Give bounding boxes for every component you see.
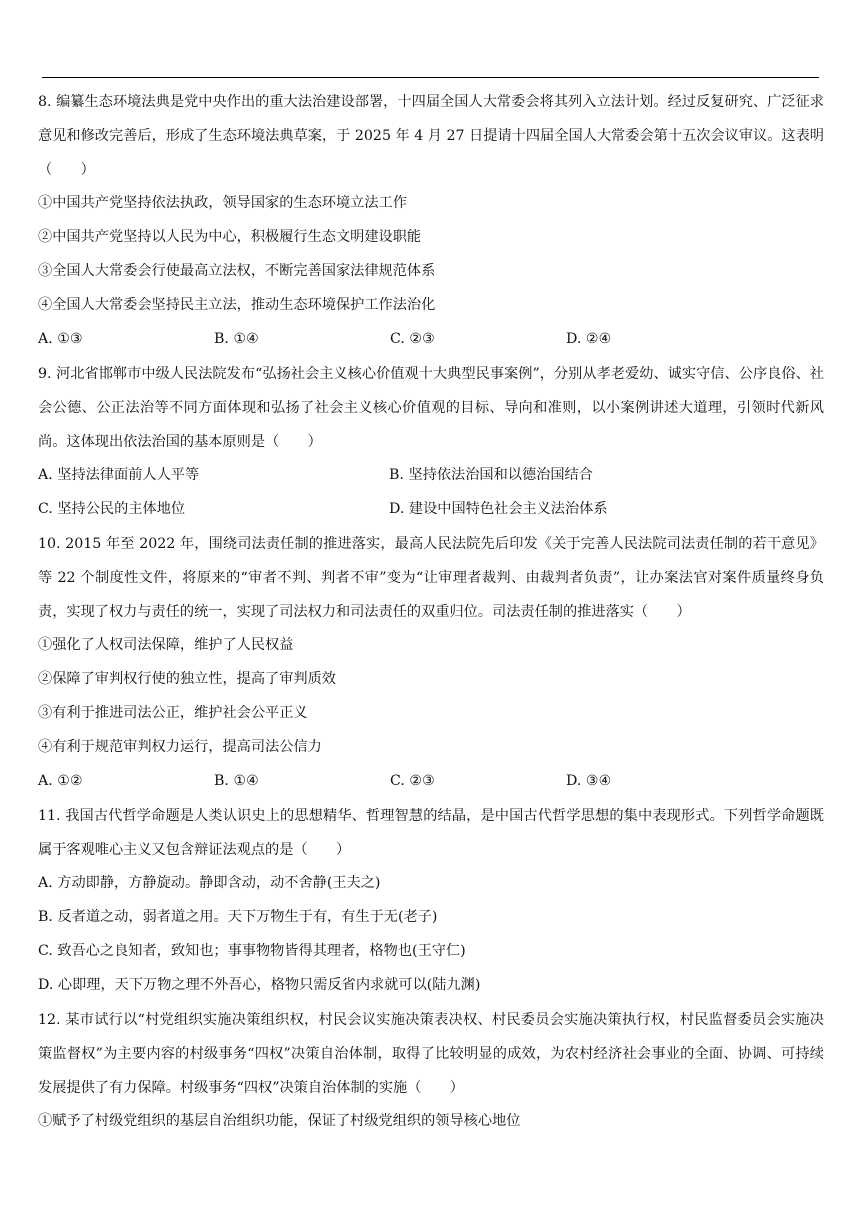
option-d: D. ②④: [566, 331, 612, 347]
answer-options: [38, 493, 824, 527]
question-12: [38, 1003, 824, 1139]
option-b: B. ①④: [214, 331, 259, 347]
question-9: [38, 357, 824, 527]
statement-item: ③有利于推进司法公正，维护社会公平正义: [38, 705, 308, 721]
question-8: [38, 85, 824, 357]
option-c: C. 坚持公民的主体地位: [38, 501, 186, 517]
option-d: D. 心即理，天下万物之理不外吾心，格物只需反省内求就可以(陆九渊): [38, 977, 481, 993]
question-10: [38, 527, 824, 799]
statement-item: ①强化了人权司法保障，维护了人民权益: [38, 637, 294, 653]
option-d: D. ③④: [566, 773, 612, 789]
question-stem: 10. 2015 年至 2022 年，围绕司法责任制的推进落实，最高人民法院先后印发《关于完善人民法院司法责任制的若干意见》等 22 个制度性文件，将原来的“审者不判、判者不审”变为“让审理者裁判、由裁判者负责”，让办案法官对案件质量终身负责，实现了权力与责任的统一，实现了司法权力和司法责任的双重归位。司法责任制的推进落实（ ）: [38, 536, 824, 620]
question-stem: 11. 我国古代哲学命题是人类认识史上的思想精华、哲理智慧的结晶，是中国古代哲学思想的集中表现形式。下列哲学命题既属于客观唯心主义又包含辩证法观点的是（ ）: [38, 808, 824, 858]
question-stem: 9. 河北省邯郸市中级人民法院发布“弘扬社会主义核心价值观十大典型民事案例”，分别从孝老爱幼、诚实守信、公序良俗、社会公德、公正法治等不同方面体现和弘扬了社会主义核心价值观的目标、导向和准则，以小案例讲述大道理，引领时代新风尚。这体现出依法治国的基本原则是（ ）: [38, 366, 824, 450]
option-a: A. 坚持法律面前人人平等: [38, 467, 200, 483]
answer-options: [38, 323, 824, 357]
option-a: A. ①②: [38, 773, 83, 789]
option-a: A. 方动即静，方静旋动。静即含动，动不舍静(王夫之): [38, 875, 381, 891]
option-c: C. 致吾心之良知者，致知也；事事物物皆得其理者，格物也(王守仁): [38, 943, 466, 959]
question-stem: 8. 编纂生态环境法典是党中央作出的重大法治建设部署，十四届全国人大常委会将其列入立法计划。经过反复研究、广泛征求意见和修改完善后，形成了生态环境法典草案，于 2025 年 4 月 27 日提请十四届全国人大常委会第十五次会议审议。这表明（ ）: [38, 94, 824, 178]
answer-options: [38, 459, 824, 493]
header-rule: [42, 77, 819, 78]
option-a: A. ①③: [38, 331, 83, 347]
question-11: [38, 799, 824, 1003]
statement-item: ④有利于规范审判权力运行，提高司法公信力: [38, 739, 322, 755]
statement-item: ②保障了审判权行使的独立性，提高了审判质效: [38, 671, 336, 687]
questions-container: [38, 85, 824, 1139]
option-d: D. 建设中国特色社会主义法治体系: [389, 501, 608, 517]
option-b: B. 反者道之动，弱者道之用。天下万物生于有，有生于无(老子): [38, 909, 438, 925]
answer-options: [38, 765, 824, 799]
option-c: C. ②③: [390, 331, 435, 347]
question-stem: 12. 某市试行以“村党组织实施决策组织权，村民会议实施决策表决权、村民委员会实施决策执行权，村民监督委员会实施决策监督权”为主要内容的村级事务“四权”决策自治体制，取得了比较明显的成效，为农村经济社会事业的全面、协调、可持续发展提供了有力保障。村级事务“四权”决策自治体制的实施（ ）: [38, 1012, 824, 1096]
statement-item: ③全国人大常委会行使最高立法权，不断完善国家法律规范体系: [38, 263, 436, 279]
option-c: C. ②③: [390, 773, 435, 789]
statement-item: ①赋予了村级党组织的基层自治组织功能，保证了村级党组织的领导核心地位: [38, 1113, 521, 1129]
option-b: B. 坚持依法治国和以德治国结合: [389, 467, 593, 483]
statement-item: ①中国共产党坚持依法执政，领导国家的生态环境立法工作: [38, 195, 407, 211]
option-b: B. ①④: [214, 773, 259, 789]
statement-item: ②中国共产党坚持以人民为中心，积极履行生态文明建设职能: [38, 229, 422, 245]
statement-item: ④全国人大常委会坚持民主立法，推动生态环境保护工作法治化: [38, 297, 436, 313]
